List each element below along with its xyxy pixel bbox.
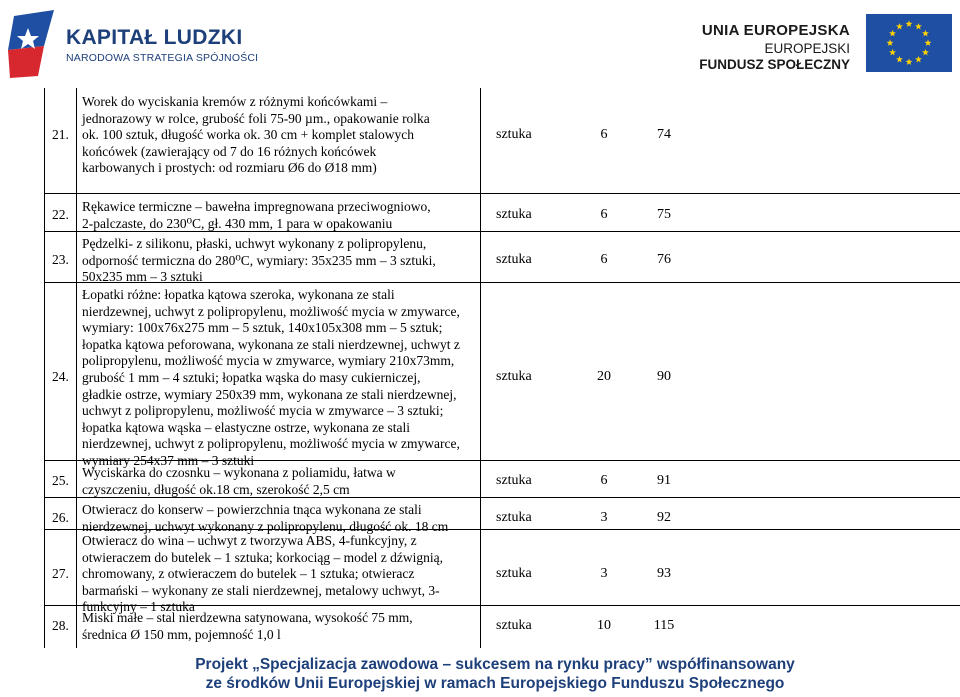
description-line: odporność termiczna do 280⁰C, wymiary: 35x235 mm – 3 sztuki, bbox=[82, 252, 436, 268]
eu-logo-line3: FUNDUSZ SPOŁECZNY bbox=[699, 57, 850, 72]
description-line: Rękawice termiczne – bawełna impregnowana przeciwogniowo, bbox=[82, 199, 431, 214]
row-description bbox=[82, 199, 476, 232]
row-quantity: 6 bbox=[600, 472, 608, 488]
row-position: 115 bbox=[653, 617, 675, 633]
description-line: wymiary 254x37 mm – 3 sztuki bbox=[82, 452, 255, 468]
row-number: 21. bbox=[52, 126, 69, 142]
row-description bbox=[82, 236, 476, 286]
description-line: nierdzewnej, uchwyt wykonany z polipropylenu, długość ok. 18 cm bbox=[82, 518, 449, 534]
row-number: 22. bbox=[52, 206, 69, 222]
footer-line2: ze środków Unii Europejskiej w ramach Europejskiego Funduszu Społecznego bbox=[205, 675, 785, 692]
row-unit: sztuka bbox=[496, 251, 532, 267]
description-line: uchwyt z polipropylenu, możliwość mycia w zmywarce – 3 sztuki; bbox=[82, 403, 444, 419]
row-unit: sztuka bbox=[496, 206, 532, 222]
row-quantity: 3 bbox=[600, 509, 608, 525]
row-unit: sztuka bbox=[496, 472, 532, 488]
row-unit: sztuka bbox=[496, 565, 532, 581]
description-line: otwieraczem do butelek – 1 sztuka; korkociąg – model z dźwignią, bbox=[82, 549, 444, 565]
description-line: Pędzelki- z silikonu, płaski, uchwyt wykonany z polipropylenu, bbox=[82, 236, 427, 251]
row-position: 90 bbox=[657, 369, 671, 385]
eu-logo-line1: UNIA EUROPEJSKA bbox=[701, 22, 850, 39]
row-quantity: 6 bbox=[600, 126, 608, 142]
table-border-left bbox=[44, 88, 45, 648]
eu-logo-line2: EUROPEJSKI bbox=[764, 41, 850, 56]
row-position: 93 bbox=[657, 565, 671, 581]
row-description bbox=[82, 502, 476, 535]
description-line: łopatka kątowa wąska – elastyczne ostrze, wykonana ze stali bbox=[82, 419, 410, 435]
items-table bbox=[44, 88, 960, 648]
description-line: nierdzewnej, uchwyt z polipropylenu, możliwość mycia w zmywarce, bbox=[82, 436, 460, 452]
row-number: 25. bbox=[52, 472, 69, 488]
description-line: 50x235 mm – 3 sztuki bbox=[82, 269, 203, 285]
row-position: 74 bbox=[657, 126, 671, 142]
row-description bbox=[82, 465, 476, 498]
description-line: końcówek (zawierający od 7 do 16 różnych końcówek bbox=[82, 143, 377, 159]
description-line: grubość 1 mm – 4 sztuki; łopatka wąska do masy cukierniczej, bbox=[82, 369, 421, 385]
row-unit: sztuka bbox=[496, 369, 532, 385]
row-unit: sztuka bbox=[496, 617, 532, 633]
row-quantity: 10 bbox=[597, 617, 611, 633]
description-line: 2-palczaste, do 230⁰C, gł. 430 mm, 1 para w opakowaniu bbox=[82, 215, 393, 231]
row-description bbox=[82, 610, 476, 643]
kapital-ludzki-logo bbox=[8, 6, 60, 80]
page-footer bbox=[0, 655, 960, 693]
description-line: funkcyjny – 1 sztuka bbox=[82, 599, 195, 615]
table-divider-desc bbox=[480, 88, 481, 648]
row-unit: sztuka bbox=[496, 126, 532, 142]
page-header bbox=[0, 0, 960, 88]
eu-logo-text bbox=[699, 22, 850, 72]
row-position: 76 bbox=[657, 251, 671, 267]
description-line: barmański – wykonany ze stali nierdzewnej, metalowy uchwyt, 3- bbox=[82, 582, 440, 598]
description-line: Łopatki różne: łopatka kątowa szeroka, wykonana ze stali bbox=[82, 287, 395, 302]
eu-flag-icon bbox=[866, 14, 952, 72]
description-line: łopatka kątowa peforowana, wykonana ze stali nierdzewnej, uchwyt z bbox=[82, 336, 460, 352]
description-line: Otwieracz do konserw – powierzchnia tnąca wykonana ze stali bbox=[82, 502, 422, 517]
row-description bbox=[82, 287, 476, 470]
row-quantity: 6 bbox=[600, 206, 608, 222]
description-line: gładkie ostrze, wymiary 250x39 mm, wykonana ze stali nierdzewnej, bbox=[82, 386, 457, 402]
row-quantity: 20 bbox=[597, 369, 611, 385]
row-position: 92 bbox=[657, 509, 671, 525]
row-separator bbox=[44, 193, 960, 194]
description-line: polipropylenu, możliwość mycia w zmywarce, wymiary 210x73mm, bbox=[82, 353, 455, 369]
row-description bbox=[82, 94, 476, 177]
kapital-ludzki-subtitle: NARODOWA STRATEGIA SPÓJNOŚCI bbox=[66, 52, 259, 64]
description-line: karbowanych i prostych: od rozmiaru Ø6 do Ø18 mm) bbox=[82, 160, 377, 176]
row-description bbox=[82, 533, 476, 616]
description-line: chromowany, z otwieraczem do butelek – 1 sztuka; otwieracz bbox=[82, 566, 415, 582]
footer-line1: Projekt „Specjalizacja zawodowa – sukcesem na rynku pracy” współfinansowany bbox=[195, 656, 795, 673]
row-position: 75 bbox=[657, 206, 671, 222]
kapital-ludzki-text bbox=[66, 26, 258, 64]
description-line: Otwieracz do wina – uchwyt z tworzywa ABS, 4-funkcyjny, z bbox=[82, 533, 417, 548]
description-line: Miski małe – stal nierdzewna satynowana, wysokość 75 mm, bbox=[82, 610, 413, 625]
description-line: nierdzewnej, uchwyt z polipropylenu, możliwość mycia w zmywarce, bbox=[82, 303, 460, 319]
description-line: wymiary: 100x76x275 mm – 5 sztuk, 140x105x308 mm – 5 sztuk; bbox=[82, 320, 443, 336]
description-line: średnica Ø 150 mm, pojemność 1,0 l bbox=[82, 626, 281, 642]
description-line: ok. 100 sztuk, długość worka ok. 30 cm + komplet stalowych bbox=[82, 127, 414, 143]
row-quantity: 3 bbox=[600, 565, 608, 581]
kapital-ludzki-title: KAPITAŁ LUDZKI bbox=[66, 26, 243, 49]
row-position: 91 bbox=[657, 472, 671, 488]
row-unit: sztuka bbox=[496, 509, 532, 525]
row-number: 24. bbox=[52, 369, 69, 385]
row-number: 27. bbox=[52, 565, 69, 581]
table-divider-num bbox=[76, 88, 77, 648]
description-line: jednorazowy w rolce, grubość foli 75-90 µm., opakowanie rolka bbox=[82, 110, 430, 126]
row-number: 23. bbox=[52, 251, 69, 267]
row-quantity: 6 bbox=[600, 251, 608, 267]
description-line: Wyciskarka do czosnku – wykonana z poliamidu, łatwa w bbox=[82, 465, 396, 480]
description-line: Worek do wyciskania kremów z różnymi końcówkami – bbox=[82, 94, 388, 109]
row-number: 28. bbox=[52, 617, 69, 633]
row-number: 26. bbox=[52, 509, 69, 525]
description-line: czyszczeniu, długość ok.18 cm, szerokość 2,5 cm bbox=[82, 481, 350, 497]
